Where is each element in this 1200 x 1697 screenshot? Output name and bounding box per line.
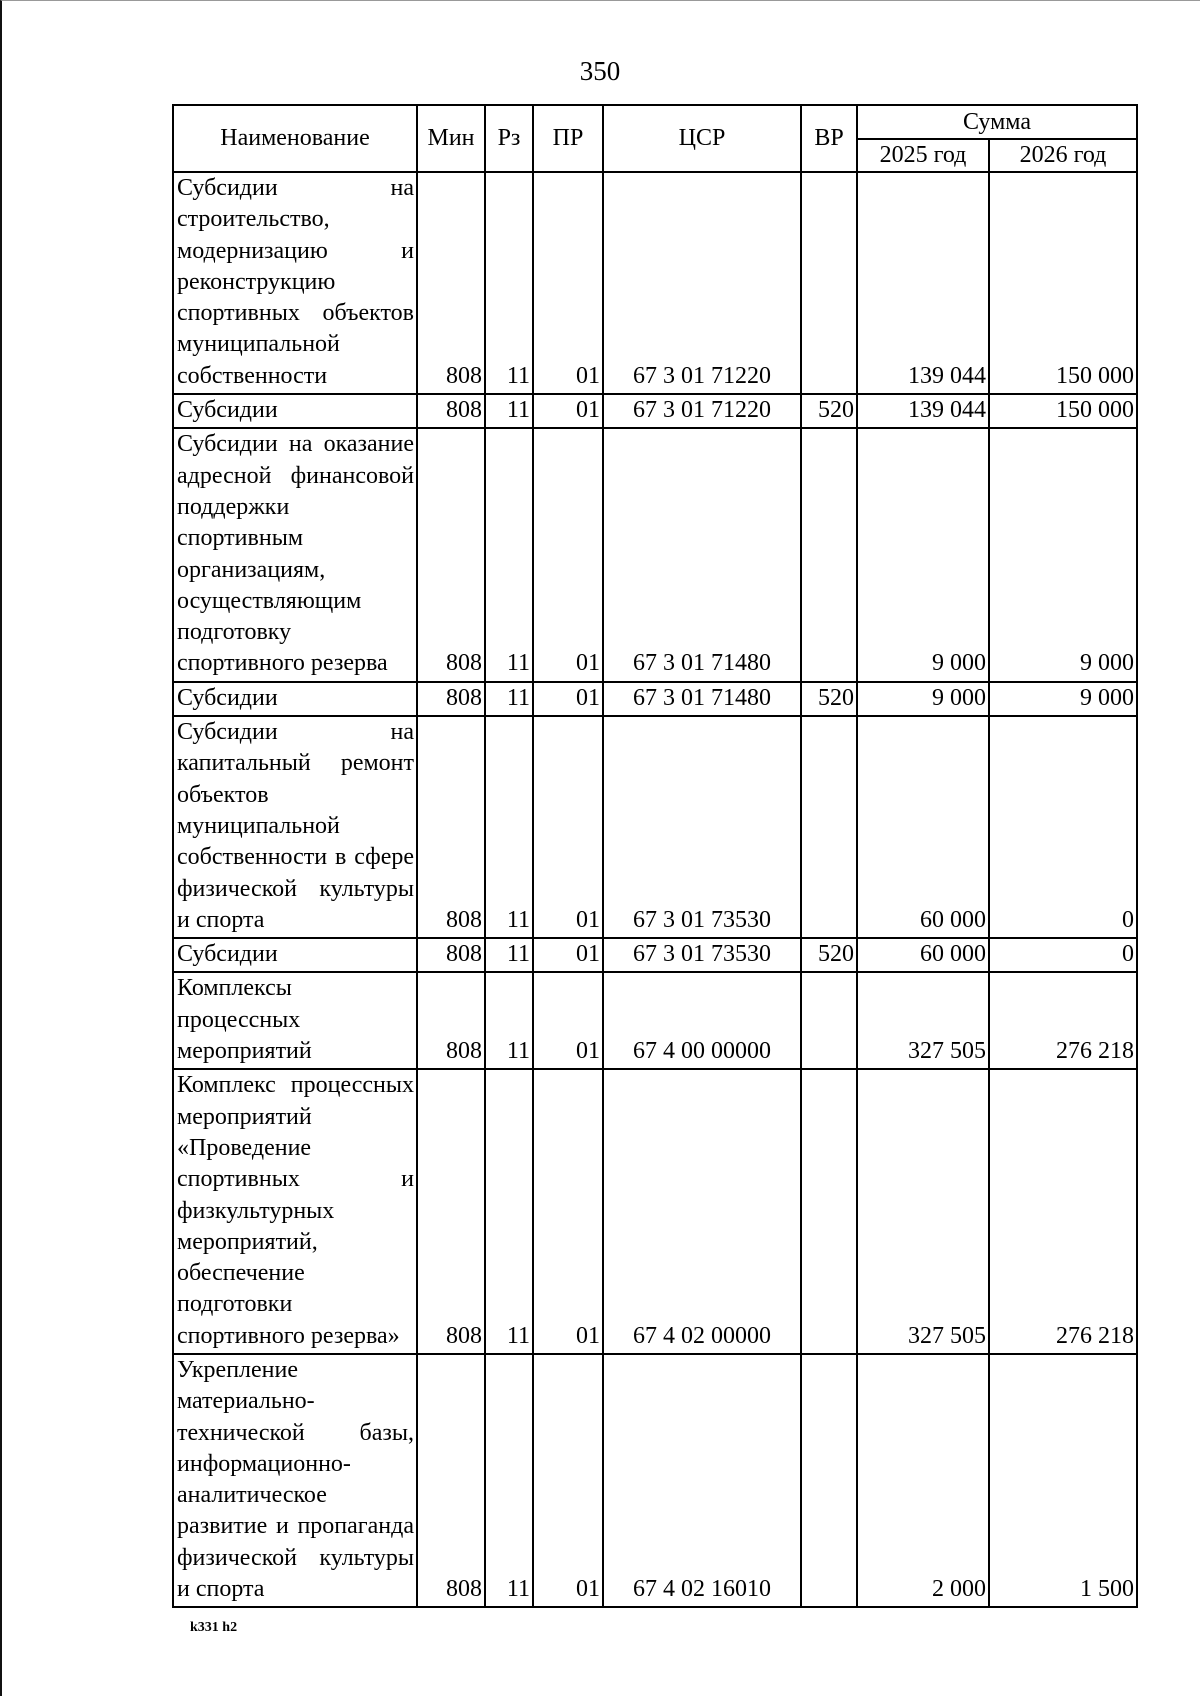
cell-min: 808 [417,1069,485,1354]
footer-code: k331 h2 [190,1620,238,1635]
header-name: Наименование [173,105,417,172]
cell-vr [801,972,857,1069]
cell-2025: 9 000 [857,428,989,681]
cell-csr: 67 3 01 71480 [603,682,801,716]
cell-rz: 11 [485,172,533,394]
cell-2026: 276 218 [989,1069,1137,1354]
cell-name: Субсидии [173,394,417,428]
cell-name: Комплексы процессных мероприятий [173,972,417,1069]
cell-min: 808 [417,428,485,681]
cell-pr: 01 [533,682,603,716]
cell-2026: 0 [989,938,1137,972]
cell-csr: 67 3 01 73530 [603,716,801,938]
cell-min: 808 [417,682,485,716]
cell-2025: 60 000 [857,938,989,972]
cell-name: Комплекс процессных мероприятий «Проведение спортивных и физкультурных мероприятий, обеспечение подготовки спортивного резерва» [173,1069,417,1354]
cell-2026: 9 000 [989,682,1137,716]
header-year-2025: 2025 год [857,139,989,172]
cell-min: 808 [417,938,485,972]
cell-2026: 150 000 [989,172,1137,394]
cell-2026: 9 000 [989,428,1137,681]
cell-min: 808 [417,972,485,1069]
cell-min: 808 [417,1354,485,1607]
table-row [173,1069,1137,1354]
cell-vr [801,428,857,681]
table-row [173,428,1137,681]
cell-rz: 11 [485,1069,533,1354]
cell-pr: 01 [533,1069,603,1354]
table-row [173,938,1137,972]
header-sum: Сумма [857,105,1137,139]
table-body [173,172,1137,1607]
cell-min: 808 [417,394,485,428]
cell-2026: 1 500 [989,1354,1137,1607]
cell-rz: 11 [485,394,533,428]
cell-name: Субсидии [173,682,417,716]
cell-min: 808 [417,172,485,394]
cell-name: Субсидии на строительство, модернизацию и реконструкцию спортивных объектов муниципальной собственности [173,172,417,394]
cell-pr: 01 [533,938,603,972]
cell-2025: 2 000 [857,1354,989,1607]
cell-2025: 9 000 [857,682,989,716]
cell-vr: 520 [801,394,857,428]
table-header [173,105,1137,172]
cell-rz: 11 [485,1354,533,1607]
cell-csr: 67 3 01 71220 [603,172,801,394]
cell-csr: 67 3 01 73530 [603,938,801,972]
cell-min: 808 [417,716,485,938]
cell-pr: 01 [533,394,603,428]
cell-csr: 67 4 02 16010 [603,1354,801,1607]
cell-vr: 520 [801,938,857,972]
cell-rz: 11 [485,682,533,716]
header-year-2026: 2026 год [989,139,1137,172]
cell-vr [801,1354,857,1607]
cell-pr: 01 [533,172,603,394]
cell-rz: 11 [485,972,533,1069]
cell-name: Субсидии на оказание адресной финансовой поддержки спортивным организациям, осуществляющим подготовку спортивного резерва [173,428,417,681]
page-number: 350 [579,56,621,86]
header-min: Мин [417,105,485,172]
cell-pr: 01 [533,1354,603,1607]
header-vr: ВР [801,105,857,172]
cell-vr [801,172,857,394]
cell-2025: 139 044 [857,394,989,428]
cell-2025: 60 000 [857,716,989,938]
cell-2026: 276 218 [989,972,1137,1069]
cell-vr: 520 [801,682,857,716]
cell-rz: 11 [485,716,533,938]
cell-csr: 67 3 01 71220 [603,394,801,428]
cell-2026: 150 000 [989,394,1137,428]
cell-2026: 0 [989,716,1137,938]
table-row [173,682,1137,716]
header-csr: ЦСР [603,105,801,172]
cell-csr: 67 4 02 00000 [603,1069,801,1354]
cell-2025: 327 505 [857,972,989,1069]
cell-csr: 67 4 00 00000 [603,972,801,1069]
header-rz: Рз [485,105,533,172]
cell-pr: 01 [533,428,603,681]
budget-table [172,104,1138,1608]
cell-pr: 01 [533,972,603,1069]
cell-2025: 139 044 [857,172,989,394]
table-row [173,716,1137,938]
cell-2025: 327 505 [857,1069,989,1354]
cell-csr: 67 3 01 71480 [603,428,801,681]
cell-name: Субсидии [173,938,417,972]
table-row [173,172,1137,394]
cell-vr [801,716,857,938]
cell-vr [801,1069,857,1354]
cell-name: Укрепление материально-технической базы, информационно-аналитическое развитие и пропаганда физической культуры и спорта [173,1354,417,1607]
cell-rz: 11 [485,428,533,681]
table-row [173,972,1137,1069]
table-row [173,394,1137,428]
table-row [173,1354,1137,1607]
cell-name: Субсидии на капитальный ремонт объектов муниципальной собственности в сфере физической культуры и спорта [173,716,417,938]
header-pr: ПР [533,105,603,172]
cell-rz: 11 [485,938,533,972]
cell-pr: 01 [533,716,603,938]
